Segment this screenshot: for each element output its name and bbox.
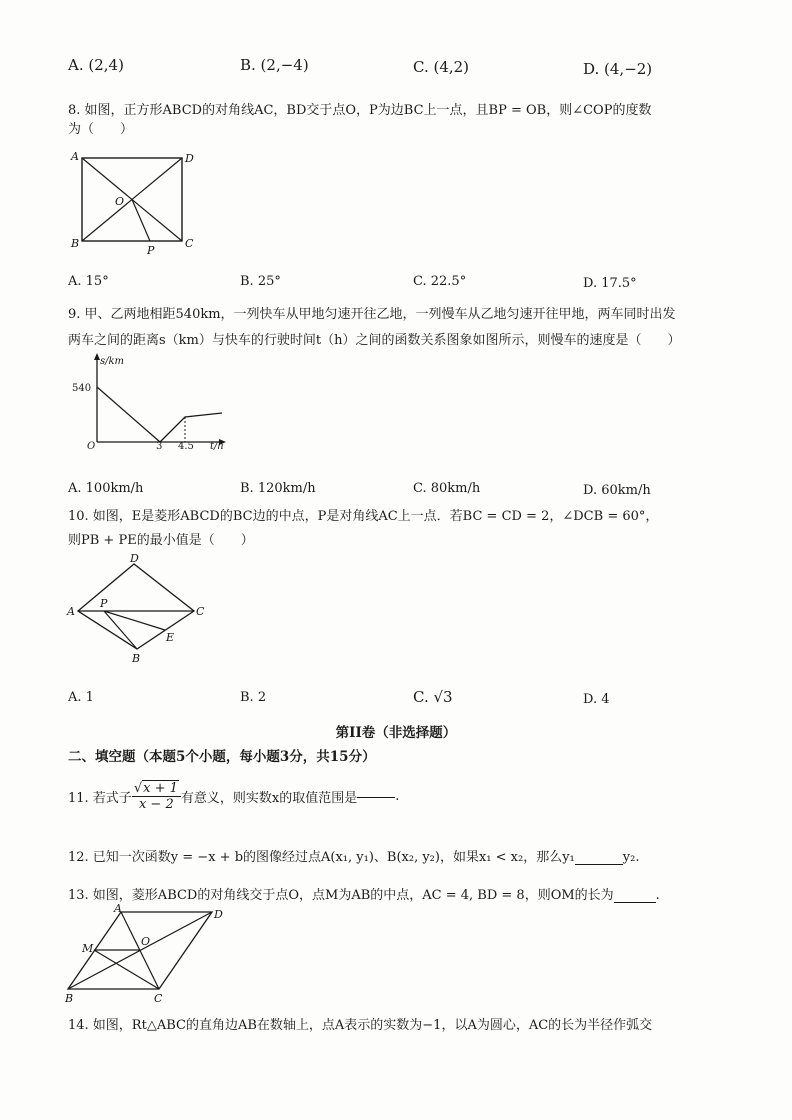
q8-stem-line2: 为（ ）: [68, 122, 134, 137]
q9-label-4-5: 4.5: [178, 441, 194, 452]
q10-rhombus-figure: [62, 552, 222, 672]
q7-option-a: A. (2,4): [68, 56, 124, 74]
q10-label-b: B: [132, 652, 141, 665]
q9-label-3: 3: [156, 441, 163, 452]
q13-label-o: O: [141, 935, 151, 948]
q10-label-c: C: [196, 605, 205, 618]
q9-stem-line1: 9. 甲、乙两地相距540km，一列快车从甲地匀速开往乙地，一列慢车从乙地匀速开往甲地，两车同时出发: [68, 307, 676, 322]
q10-option-a: A. 1: [68, 690, 94, 705]
q14-stem: 14. 如图，Rt△ABC的直角边AB在数轴上，点A表示的实数为−1，以A为圆心，AC的长为半径作弧交: [68, 1018, 653, 1033]
q11-prefix: 11. 若式子: [68, 791, 132, 806]
q10-stem-line1: 10. 如图，E是菱形ABCD的BC边的中点，P是对角线AC上一点．若BC = CD = 2，∠DCB = 60°，: [68, 509, 659, 524]
q8-label-o: O: [115, 195, 125, 208]
q7-option-d: D. (4,−2): [583, 60, 653, 78]
q8-option-b: B. 25°: [240, 274, 281, 289]
q10-label-a: A: [67, 605, 75, 618]
q11-fraction: $\frac{√x + 1}{x - 2}$: [132, 781, 181, 812]
q13-end: .: [655, 888, 660, 903]
q11: [68, 781, 399, 812]
q8-option-a: A. 15°: [68, 274, 109, 289]
q12-text: 12. 已知一次函数y = −x + b的图像经过点A(x₁, y₁)、B(x₂, y₂)，如果x₁ < x₂，那么y₁: [68, 850, 575, 865]
q9-increasing-segment: [160, 413, 222, 442]
q13-label-b: B: [65, 992, 74, 1005]
q11-numerator: x + 1: [143, 781, 178, 796]
q10-rhombus: [78, 564, 194, 649]
q10-segment-pe: [104, 611, 165, 630]
q8-option-c: C. 22.5°: [413, 274, 467, 289]
q9-distance-time-graph: [70, 350, 240, 460]
q9-ylabel: s/km: [100, 356, 125, 367]
q12: [68, 846, 639, 865]
q11-denominator: x − 2: [138, 797, 174, 812]
section2-title: 二、填空题（本题5个小题，每小题3分，共15分）: [68, 749, 376, 765]
q10-label-e: E: [166, 631, 175, 644]
q8-label-a: A: [71, 150, 79, 163]
q9-stem-line2: 两车之间的距离s（km）与快车的行驶时间t（h）之间的函数关系图象如图所示，则慢车的速度是（ ）: [68, 333, 681, 348]
q9-option-b: B. 120km/h: [240, 481, 316, 496]
q10-label-d: D: [130, 552, 139, 565]
q10-stem-line2: 则PB + PE的最小值是（ ）: [68, 533, 254, 548]
q8-stem-line1: 8. 如图，正方形ABCD的对角线AC，BD交于点O，P为边BC上一点，且BP = OB，则∠COP的度数: [68, 103, 652, 118]
q10-option-c: C. √3: [413, 688, 453, 706]
q13-rhombus-figure: [62, 900, 242, 1010]
q8-square-figure: [68, 148, 208, 258]
q9-label-540: 540: [72, 383, 92, 394]
q13-text: 13. 如图，菱形ABCD的对角线交于点O，点M为AB的中点，AC = 4, BD = 8，则OM的长为: [68, 888, 614, 903]
q10-option-d: D. 4: [583, 692, 610, 707]
q12-answer-blank[interactable]: [575, 850, 623, 865]
q13-label-a: A: [114, 902, 122, 915]
q8-label-b: B: [71, 237, 80, 250]
q10-label-p: P: [100, 597, 108, 610]
q8-label-c: C: [185, 237, 194, 250]
q9-origin-label: O: [87, 441, 96, 452]
q13-label-c: C: [154, 992, 163, 1005]
q11-suffix: 有意义，则实数x的取值范围是: [180, 791, 358, 806]
q13-answer-blank[interactable]: [614, 888, 656, 903]
q7-option-c: C. (4,2): [413, 58, 470, 76]
q12-end: y₂.: [622, 850, 640, 865]
part2-title: 第II卷（非选择题）: [335, 725, 457, 741]
q8-segment-op: [132, 200, 150, 242]
q7-option-b: B. (2,−4): [240, 56, 309, 74]
q10-option-b: B. 2: [240, 690, 267, 705]
q9-decreasing-segment: [97, 387, 160, 442]
q11-answer-blank[interactable]: [357, 796, 395, 798]
q9-option-a: A. 100km/h: [68, 481, 144, 496]
q8-label-p: P: [147, 244, 155, 257]
q9-option-d: D. 60km/h: [583, 483, 651, 498]
q8-label-d: D: [185, 152, 194, 165]
q9-option-c: C. 80km/h: [413, 481, 481, 496]
q9-xlabel: t/h: [210, 441, 224, 452]
q13-label-d: D: [214, 908, 223, 921]
q13-label-m: M: [82, 942, 94, 955]
q11-end: .: [395, 789, 400, 804]
q8-option-d: D. 17.5°: [583, 276, 637, 291]
